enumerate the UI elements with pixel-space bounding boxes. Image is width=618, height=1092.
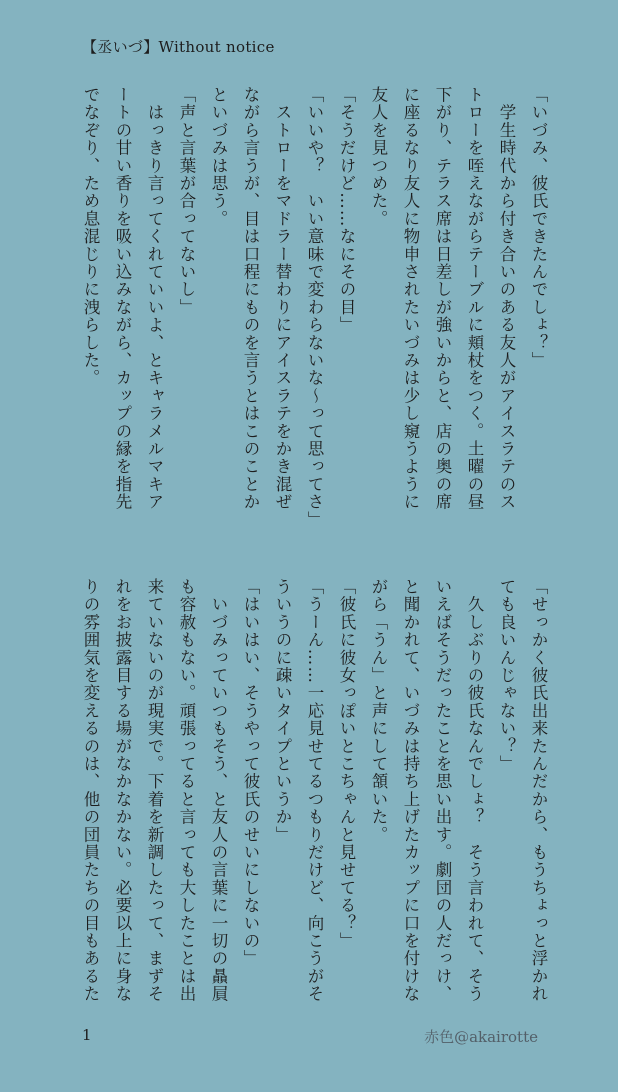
vertical-text-block-bottom: 「せっかく彼氏出来たんだから、もうちょっと浮かれ ても良いんじゃない？」 久しぶりの彼氏なんでしょ？ そう言われて、そう いえばそうだったことを思い出す。劇団の人だっけ、 と聞かれて、いづみは持ち上げたカップに口を付けな がら「うん」と声にして頷いた。 「彼氏に彼女っぽいとこちゃんと見せてる？」 「うーん……一応見せてるつもりだけど、向こうがそ ういうのに疎いタイプというか」 「はいはい、そうやって彼氏のせいにしないの」 いづみっていつもそう、と友人の言葉に一切の贔屓 も容赦もない。頑張ってると言っても大したことは出 来ていないのが現実で。下着を新調したって、まずそ れをお披露目する場がなかなかない。必要以上に身な りの雰囲気を変えるのは、他の団員たちの目もあるた — [81, 578, 548, 1003]
author-credit: 赤色@akairotte — [424, 1028, 538, 1046]
document-title: 【丞いづ】Without notice — [82, 38, 275, 56]
vertical-text-block-top: 「いづみ、彼氏できたんでしょ？」 学生時代から付き合いのある友人がアイスラテのス トローを咥えながらテーブルに頬杖をつく。土曜の昼 下がり、テラス席は日差しが強いからと、店の奥の席 に座るなり友人に物申されたいづみは少し窺うように 友人を見つめた。 「そうだけど……なにその目」 「いいや？ いい意味で変わらないな～って思ってさ」 ストローをマドラー替わりにアイスラテをかき混ぜ ながら言うが、目は口程にものを言うとはこのことか といづみは思う。 「声と言葉が合ってないし」 はっきり言ってくれていいよ、とキャラメルマキア ートの甘い香りを吸い込みながら、カップの縁を指先 でなぞり、ため息混じりに洩らした。 — [81, 86, 548, 529]
page-number: 1 — [82, 1026, 92, 1044]
